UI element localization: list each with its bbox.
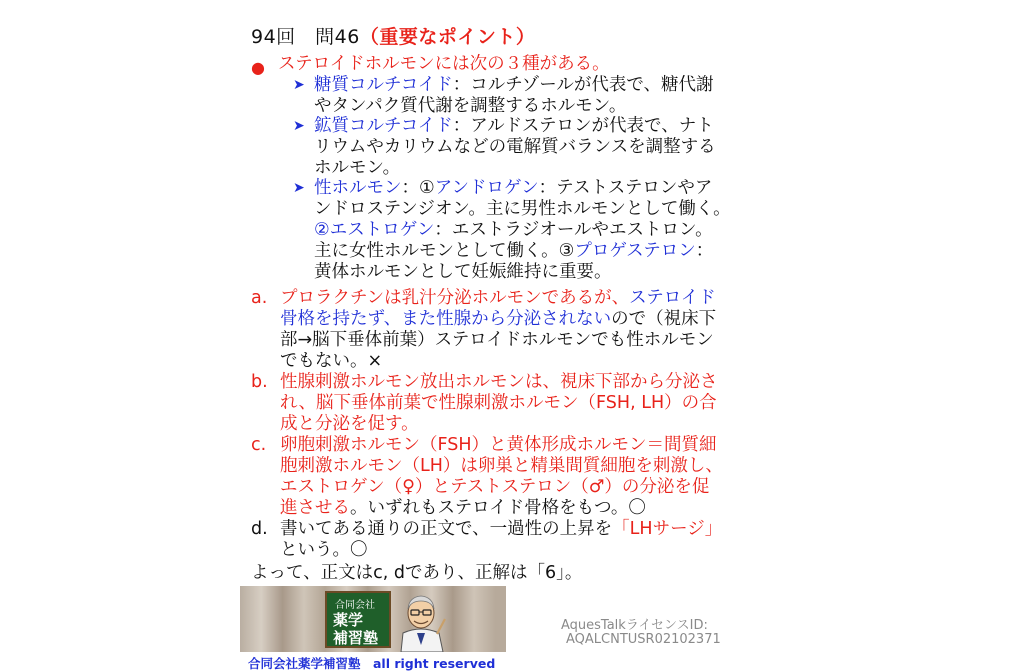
choice-c-line2: 胞刺激ホルモン（LH）は卵巣と精巣間質細胞を刺激し、 <box>280 456 723 476</box>
arrow-icon: ➤ <box>293 180 305 196</box>
page-title <box>251 22 535 49</box>
item2-line1: 鉱質コルチコイド：アルドステロンが代表で、ナト <box>314 116 714 136</box>
choice-a-line1: プロラクチンは乳汁分泌ホルモンであるが、ステロイド <box>280 288 716 308</box>
choice-d-label: d. <box>251 519 268 539</box>
item3-line1: 性ホルモン：①アンドロゲン：テストステロンやア <box>314 178 713 198</box>
copyright-footer: 合同会社薬学補習塾 all right reserved <box>248 656 496 671</box>
choice-b-label: b. <box>251 372 268 392</box>
license-id: AQALCNTUSR02102371 <box>566 632 721 647</box>
choice-b-line2: れ、脳下垂体前葉で性腺刺激ホルモン（FSH, LH）の合 <box>280 393 717 413</box>
choice-a-label: a. <box>251 288 268 308</box>
choice-c-label: c. <box>251 435 267 455</box>
arrow-icon: ➤ <box>293 77 305 93</box>
title-main: 94回 問46 <box>251 26 360 48</box>
arrow-icon: ➤ <box>293 118 305 134</box>
choice-c-line1: 卵胞刺激ホルモン（FSH）と黄体形成ホルモン＝間質細 <box>280 435 717 455</box>
item3-line4: 主に女性ホルモンとして働く。③プロゲステロン： <box>314 241 714 261</box>
item3-line3: ②エストロゲン：エストラジオールやエストロン。 <box>314 220 713 240</box>
item1-line2: やタンパク質代謝を調整するホルモン。 <box>314 96 627 116</box>
choice-a-line2: 骨格を持たず、また性腺から分泌されないので（視床下 <box>280 309 717 329</box>
choice-c-line3: エストロゲン（♀）とテストステロン（♂）の分泌を促 <box>280 477 710 497</box>
choice-b-line1: 性腺刺激ホルモン放出ホルモンは、視床下部から分泌さ <box>280 372 718 392</box>
conclusion-text: よって、正文はc, dであり、正解は「6」。 <box>251 563 583 583</box>
title-highlight: （重要なポイント） <box>359 26 536 48</box>
item3-line2: ンドロステンジオン。主に男性ホルモンとして働く。 <box>314 199 731 219</box>
license-label: AquesTalkライセンスID: <box>561 618 708 633</box>
choice-a-line3: 部→脳下垂体前葉）ステロイドホルモンでも性ホルモン <box>280 330 714 350</box>
item1-line1: 糖質コルチコイド：コルチゾールが代表で、糖代謝 <box>314 75 714 95</box>
item3-line5: 黄体ホルモンとして妊娠維持に重要。 <box>314 262 612 282</box>
intro-text: ステロイドホルモンには次の３種がある。 <box>278 54 610 74</box>
choice-b-line3: 成と分泌を促す。 <box>280 414 419 434</box>
choice-c-line4: 進させる。いずれもステロイド骨格をもつ。〇 <box>280 498 646 518</box>
choice-a-line4: でもない。× <box>280 351 383 371</box>
item2-line3: ホルモン。 <box>314 158 401 178</box>
item2-line2: リウムやカリウムなどの電解質バランスを調整する <box>314 137 716 157</box>
bullet-icon: ● <box>251 58 265 77</box>
choice-d-line2: という。〇 <box>280 540 368 560</box>
choice-d-line1: 書いてある通りの正文で、一過性の上昇を「LHサージ」 <box>280 519 723 539</box>
teacher-illustration-icon <box>393 589 449 652</box>
logo-chalkboard: 合同会社 薬学 補習塾 <box>325 591 391 648</box>
